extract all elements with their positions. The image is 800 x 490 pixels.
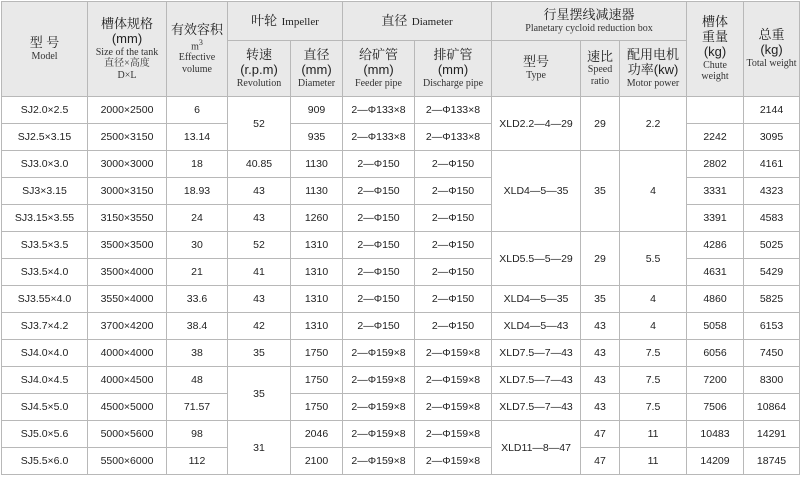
- cell-impeller-diameter: 1310: [291, 232, 343, 259]
- header-diameter: 直径 Diameter: [343, 2, 492, 41]
- cell-feeder-pipe: 2—Φ159×8: [343, 340, 415, 367]
- table-row: [2, 232, 800, 259]
- cell-reducer-type: XLD7.5—7—43: [492, 367, 581, 394]
- header-speed-ratio: 速比 Speed ratio: [581, 41, 620, 97]
- cell-motor-power: 5.5: [620, 232, 687, 286]
- cell-chute-weight: 3331: [687, 178, 744, 205]
- cell-discharge-pipe: 2—Φ133×8: [415, 124, 492, 151]
- cell-discharge-pipe: 2—Φ159×8: [415, 448, 492, 475]
- cell-speed-ratio: 43: [581, 367, 620, 394]
- cell-discharge-pipe: 2—Φ150: [415, 286, 492, 313]
- cell-model: SJ3.7×4.2: [2, 313, 88, 340]
- table-row: [2, 313, 800, 340]
- cell-chute-weight: 6056: [687, 340, 744, 367]
- cell-volume: 48: [167, 367, 228, 394]
- cell-motor-power: 2.2: [620, 97, 687, 151]
- cell-model: SJ4.0×4.5: [2, 367, 88, 394]
- cell-total-weight: 4583: [744, 205, 800, 232]
- header-reducer: 行星摆线减速器 Planetary cycloid reduction box: [492, 2, 687, 41]
- cell-motor-power: 4: [620, 286, 687, 313]
- cell-volume: 112: [167, 448, 228, 475]
- cell-reducer-type: XLD7.5—7—43: [492, 340, 581, 367]
- cell-volume: 18.93: [167, 178, 228, 205]
- cell-size: 4000×4500: [88, 367, 167, 394]
- cell-discharge-pipe: 2—Φ150: [415, 313, 492, 340]
- cell-total-weight: 8300: [744, 367, 800, 394]
- cell-discharge-pipe: 2—Φ150: [415, 205, 492, 232]
- header-volume: 有效容积 $m^3$ Effective volume: [167, 2, 228, 97]
- cell-speed-ratio: 35: [581, 151, 620, 232]
- cell-feeder-pipe: 2—Φ133×8: [343, 124, 415, 151]
- cell-size: 3700×4200: [88, 313, 167, 340]
- cell-chute-weight: 4631: [687, 259, 744, 286]
- cell-impeller-diameter: 1310: [291, 286, 343, 313]
- cell-total-weight: 5025: [744, 232, 800, 259]
- table-row: [2, 286, 800, 313]
- spec-table: [1, 1, 800, 475]
- cell-size: 3500×3500: [88, 232, 167, 259]
- cell-motor-power: 11: [620, 448, 687, 475]
- cell-revolution: 41: [228, 259, 291, 286]
- cell-speed-ratio: 43: [581, 313, 620, 340]
- cell-size: 4500×5000: [88, 394, 167, 421]
- cell-feeder-pipe: 2—Φ150: [343, 232, 415, 259]
- cell-volume: 6: [167, 97, 228, 124]
- cell-speed-ratio: 29: [581, 97, 620, 151]
- cell-volume: 33.6: [167, 286, 228, 313]
- cell-discharge-pipe: 2—Φ159×8: [415, 367, 492, 394]
- cell-impeller-diameter: 1750: [291, 394, 343, 421]
- cell-speed-ratio: 43: [581, 340, 620, 367]
- cell-chute-weight: 7200: [687, 367, 744, 394]
- header-revolution: 转速 (r.p.m) Revolution: [228, 41, 291, 97]
- cell-revolution: 52: [228, 97, 291, 151]
- cell-chute-weight: 4860: [687, 286, 744, 313]
- cell-speed-ratio: 47: [581, 421, 620, 448]
- cell-volume: 21: [167, 259, 228, 286]
- cell-motor-power: 7.5: [620, 394, 687, 421]
- cell-total-weight: 2144: [744, 97, 800, 124]
- cell-discharge-pipe: 2—Φ159×8: [415, 421, 492, 448]
- cell-impeller-diameter: 2100: [291, 448, 343, 475]
- cell-model: SJ3.0×3.0: [2, 151, 88, 178]
- cell-feeder-pipe: 2—Φ159×8: [343, 367, 415, 394]
- cell-discharge-pipe: 2—Φ159×8: [415, 394, 492, 421]
- cell-size: 5500×6000: [88, 448, 167, 475]
- cell-impeller-diameter: 1310: [291, 313, 343, 340]
- cell-total-weight: 4323: [744, 178, 800, 205]
- cell-model: SJ3×3.15: [2, 178, 88, 205]
- cell-total-weight: 7450: [744, 340, 800, 367]
- cell-total-weight: 4161: [744, 151, 800, 178]
- header-size: 槽体规格 (mm) Size of the tank 直径×高度 D×L: [88, 2, 167, 97]
- cell-revolution: 35: [228, 367, 291, 421]
- cell-feeder-pipe: 2—Φ159×8: [343, 421, 415, 448]
- cell-revolution: 43: [228, 178, 291, 205]
- cell-size: 4000×4000: [88, 340, 167, 367]
- cell-feeder-pipe: 2—Φ150: [343, 205, 415, 232]
- header-impeller-diameter: 直径 (mm) Diameter: [291, 41, 343, 97]
- table-row: [2, 97, 800, 124]
- cell-reducer-type: XLD7.5—7—43: [492, 394, 581, 421]
- cell-reducer-type: XLD4—5—43: [492, 313, 581, 340]
- cell-speed-ratio: 35: [581, 286, 620, 313]
- cell-revolution: 52: [228, 232, 291, 259]
- cell-revolution: 43: [228, 286, 291, 313]
- cell-discharge-pipe: 2—Φ133×8: [415, 97, 492, 124]
- cell-feeder-pipe: 2—Φ150: [343, 178, 415, 205]
- cell-revolution: 35: [228, 340, 291, 367]
- cell-total-weight: 5825: [744, 286, 800, 313]
- header-model: 型 号 Model: [2, 2, 88, 97]
- cell-feeder-pipe: 2—Φ159×8: [343, 394, 415, 421]
- table-row: [2, 367, 800, 394]
- cell-impeller-diameter: 1260: [291, 205, 343, 232]
- cell-size: 3550×4000: [88, 286, 167, 313]
- header-motor-power: 配用电机 功率(kw) Motor power: [620, 41, 687, 97]
- cell-feeder-pipe: 2—Φ159×8: [343, 448, 415, 475]
- cell-revolution: 40.85: [228, 151, 291, 178]
- cell-volume: 98: [167, 421, 228, 448]
- cell-size: 3000×3150: [88, 178, 167, 205]
- cell-feeder-pipe: 2—Φ150: [343, 286, 415, 313]
- cell-revolution: 43: [228, 205, 291, 232]
- cell-chute-weight: 4286: [687, 232, 744, 259]
- table-row: [2, 340, 800, 367]
- cell-model: SJ2.5×3.15: [2, 124, 88, 151]
- cell-volume: 18: [167, 151, 228, 178]
- cell-impeller-diameter: 909: [291, 97, 343, 124]
- cell-model: SJ2.0×2.5: [2, 97, 88, 124]
- cell-impeller-diameter: 1130: [291, 151, 343, 178]
- cell-chute-weight: 3391: [687, 205, 744, 232]
- cell-chute-weight: 7506: [687, 394, 744, 421]
- cell-revolution: 42: [228, 313, 291, 340]
- cell-size: 3150×3550: [88, 205, 167, 232]
- cell-reducer-type: XLD11—8—47: [492, 421, 581, 475]
- cell-motor-power: 7.5: [620, 340, 687, 367]
- cell-volume: 38.4: [167, 313, 228, 340]
- cell-model: SJ4.0×4.0: [2, 340, 88, 367]
- cell-reducer-type: XLD4—5—35: [492, 151, 581, 232]
- cell-size: 5000×5600: [88, 421, 167, 448]
- cell-feeder-pipe: 2—Φ150: [343, 313, 415, 340]
- cell-chute-weight: 5058: [687, 313, 744, 340]
- cell-discharge-pipe: 2—Φ150: [415, 178, 492, 205]
- cell-total-weight: 3095: [744, 124, 800, 151]
- cell-total-weight: 6153: [744, 313, 800, 340]
- cell-volume: 24: [167, 205, 228, 232]
- header-feeder-pipe: 给矿管 (mm) Feeder pipe: [343, 41, 415, 97]
- cell-feeder-pipe: 2—Φ133×8: [343, 97, 415, 124]
- cell-discharge-pipe: 2—Φ159×8: [415, 340, 492, 367]
- header-total-weight: 总重 (kg) Total weight: [744, 2, 800, 97]
- header-reducer-type: 型号 Type: [492, 41, 581, 97]
- cell-volume: 71.57: [167, 394, 228, 421]
- cell-chute-weight: 2242: [687, 124, 744, 151]
- header-impeller: 叶轮 Impeller: [228, 2, 343, 41]
- cell-model: SJ4.5×5.0: [2, 394, 88, 421]
- cell-total-weight: 5429: [744, 259, 800, 286]
- cell-discharge-pipe: 2—Φ150: [415, 151, 492, 178]
- cell-discharge-pipe: 2—Φ150: [415, 232, 492, 259]
- cell-reducer-type: XLD2.2—4—29: [492, 97, 581, 151]
- cell-size: 2000×2500: [88, 97, 167, 124]
- cell-chute-weight: 10483: [687, 421, 744, 448]
- cell-volume: 38: [167, 340, 228, 367]
- table-row: [2, 421, 800, 448]
- cell-speed-ratio: 29: [581, 232, 620, 286]
- cell-discharge-pipe: 2—Φ150: [415, 259, 492, 286]
- cell-impeller-diameter: 1750: [291, 367, 343, 394]
- cell-model: SJ3.5×4.0: [2, 259, 88, 286]
- header-chute-weight: 槽体 重量 (kg) Chute weight: [687, 2, 744, 97]
- cell-model: SJ3.15×3.55: [2, 205, 88, 232]
- cell-feeder-pipe: 2—Φ150: [343, 259, 415, 286]
- cell-impeller-diameter: 1750: [291, 340, 343, 367]
- cell-reducer-type: XLD5.5—5—29: [492, 232, 581, 286]
- cell-impeller-diameter: 1130: [291, 178, 343, 205]
- cell-model: SJ5.0×5.6: [2, 421, 88, 448]
- cell-size: 3000×3000: [88, 151, 167, 178]
- cell-motor-power: 4: [620, 151, 687, 232]
- cell-volume: 13.14: [167, 124, 228, 151]
- cell-feeder-pipe: 2—Φ150: [343, 151, 415, 178]
- cell-impeller-diameter: 2046: [291, 421, 343, 448]
- cell-total-weight: 14291: [744, 421, 800, 448]
- cell-chute-weight: [687, 97, 744, 124]
- cell-speed-ratio: 43: [581, 394, 620, 421]
- table-row: [2, 394, 800, 421]
- cell-size: 2500×3150: [88, 124, 167, 151]
- cell-model: SJ3.55×4.0: [2, 286, 88, 313]
- cell-total-weight: 10864: [744, 394, 800, 421]
- cell-total-weight: 18745: [744, 448, 800, 475]
- cell-impeller-diameter: 935: [291, 124, 343, 151]
- cell-revolution: 31: [228, 421, 291, 475]
- header-discharge-pipe: 排矿管 (mm) Discharge pipe: [415, 41, 492, 97]
- cell-motor-power: 4: [620, 313, 687, 340]
- cell-speed-ratio: 47: [581, 448, 620, 475]
- cell-chute-weight: 14209: [687, 448, 744, 475]
- cell-model: SJ3.5×3.5: [2, 232, 88, 259]
- cell-volume: 30: [167, 232, 228, 259]
- table-row: [2, 448, 800, 475]
- cell-model: SJ5.5×6.0: [2, 448, 88, 475]
- cell-motor-power: 7.5: [620, 367, 687, 394]
- cell-reducer-type: XLD4—5—35: [492, 286, 581, 313]
- cell-chute-weight: 2802: [687, 151, 744, 178]
- cell-impeller-diameter: 1310: [291, 259, 343, 286]
- cell-size: 3500×4000: [88, 259, 167, 286]
- table-row: [2, 151, 800, 178]
- cell-motor-power: 11: [620, 421, 687, 448]
